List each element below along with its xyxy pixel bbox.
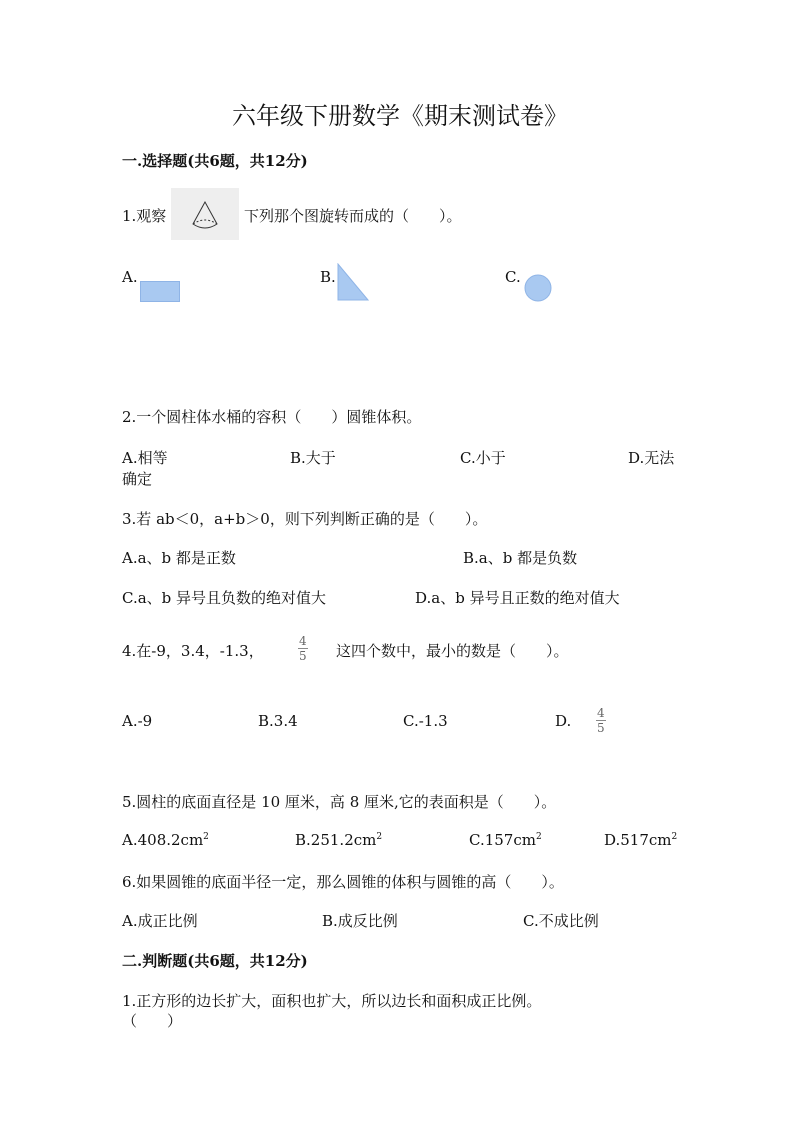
q2-text: 2.一个圆柱体水桶的容积（ ）圆锥体积。	[122, 408, 422, 426]
q5-text: 5.圆柱的底面直径是 10 厘米，高 8 厘米,它的表面积是（ ）。	[122, 793, 557, 811]
q5-option-d-label: D.517cm	[604, 831, 672, 849]
q4-option-a[interactable]: A.-9	[122, 712, 153, 730]
q5-option-b-label: B.251.2cm	[295, 831, 377, 849]
page-title: 六年级下册数学《期末测试卷》	[232, 102, 568, 130]
j1-text: 1.正方形的边长扩大，面积也扩大，所以边长和面积成正比例。	[122, 992, 542, 1010]
q5-option-b[interactable]	[295, 831, 382, 849]
q5-option-d[interactable]	[604, 831, 677, 849]
q4-fraction	[298, 634, 308, 663]
fraction-denominator: 5	[597, 721, 605, 735]
q3-option-b[interactable]: B.a、b 都是负数	[463, 549, 578, 567]
right-triangle-shape	[337, 263, 369, 301]
cone-figure-image	[171, 188, 239, 240]
q1-option-c[interactable]: C.	[505, 268, 521, 286]
q3-option-a[interactable]: A.a、b 都是正数	[122, 549, 236, 567]
q4-option-b[interactable]: B.3.4	[258, 712, 298, 730]
q5-option-a-label: A.408.2cm	[122, 831, 204, 849]
q6-option-b[interactable]: B.成反比例	[322, 912, 398, 930]
q2-option-d-wrap: 确定	[122, 470, 153, 488]
fraction-denominator: 5	[299, 649, 307, 663]
fraction-numerator: 4	[597, 706, 605, 720]
q2-option-a[interactable]: A.相等	[122, 449, 168, 467]
q6-option-a[interactable]: A.成正比例	[122, 912, 198, 930]
q3-option-d[interactable]: D.a、b 异号且正数的绝对值大	[415, 589, 620, 607]
q1-prefix: 1.观察	[122, 207, 167, 225]
q2-option-b[interactable]: B.大于	[290, 449, 336, 467]
q4-suffix: 这四个数中，最小的数是（ ）。	[336, 642, 569, 660]
q1-option-b[interactable]: B.	[320, 268, 336, 286]
q2-option-c[interactable]: C.小于	[460, 449, 506, 467]
superscript: 2	[671, 832, 678, 842]
fraction-numerator: 4	[299, 634, 307, 648]
q5-option-c[interactable]	[469, 831, 542, 849]
cone-icon	[171, 188, 239, 240]
q5-option-c-label: C.157cm	[469, 831, 536, 849]
q4-prefix: 4.在-9，3.4，-1.3，	[122, 642, 264, 660]
q1-option-a[interactable]: A.	[122, 268, 138, 286]
q1-suffix: 下列那个图旋转而成的（ ）。	[244, 207, 462, 225]
q4-option-c[interactable]: C.-1.3	[403, 712, 448, 730]
q3-text: 3.若 ab＜0，a+b＞0，则下列判断正确的是（ ）。	[122, 510, 488, 528]
q3-option-c[interactable]: C.a、b 异号且负数的绝对值大	[122, 589, 327, 607]
superscript: 2	[203, 832, 209, 842]
rectangle-shape	[140, 281, 180, 302]
circle-shape	[524, 274, 552, 302]
section-heading-choice: 一.选择题(共6题，共12分)	[122, 152, 308, 170]
superscript: 2	[376, 832, 383, 842]
section-heading-judgment: 二.判断题(共6题，共12分)	[122, 952, 308, 970]
q5-option-a[interactable]	[122, 831, 209, 849]
q6-text: 6.如果圆锥的底面半径一定，那么圆锥的体积与圆锥的高（ ）。	[122, 873, 564, 891]
q6-option-c[interactable]: C.不成比例	[523, 912, 599, 930]
j1-answer-paren[interactable]: （ ）	[122, 1012, 183, 1030]
q4-option-d[interactable]: D.	[555, 712, 572, 730]
superscript: 2	[535, 832, 542, 842]
q4-option-d-fraction	[596, 706, 606, 735]
q2-option-d[interactable]: D.无法	[628, 449, 675, 467]
